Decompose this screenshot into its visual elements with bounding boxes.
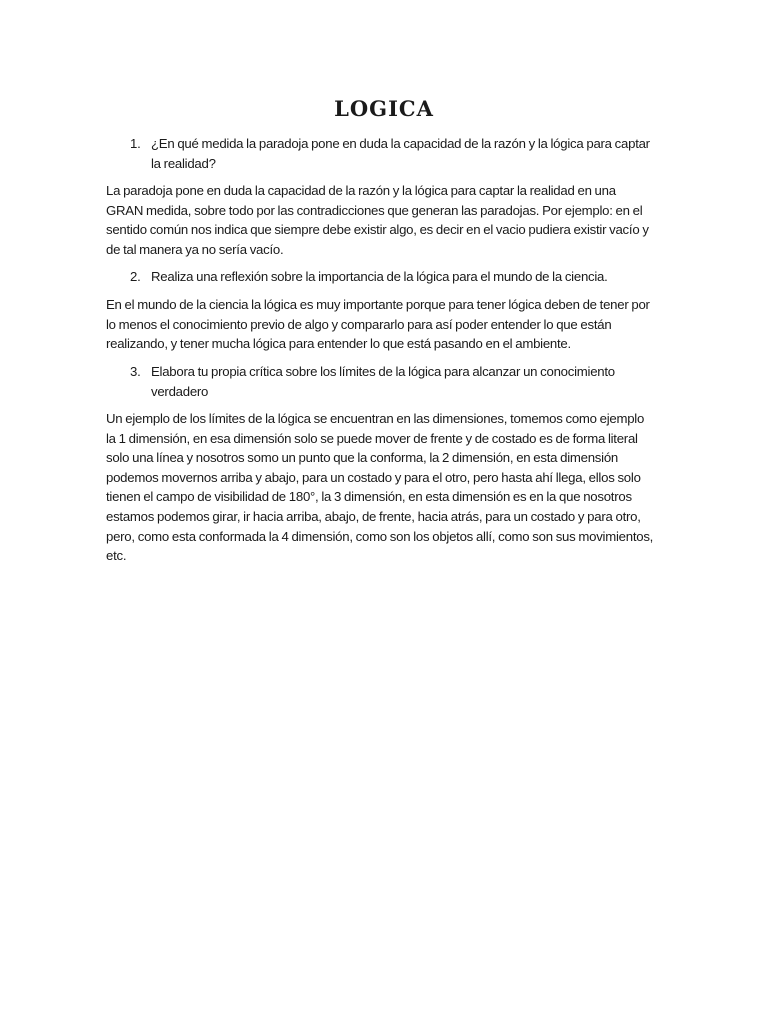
answer-1: La paradoja pone en duda la capacidad de la razón y la lógica para captar la realidad en una GRAN medida, sobre todo por las contradicciones que generan las paradojas. Por ejemplo: en el sentido común nos indica que siempre debe existir algo, es decir en el vacio pudiera existir vacío y de tal manera ya no sería vacío. bbox=[106, 183, 649, 257]
question-3 bbox=[130, 362, 660, 401]
question-text: Elabora tu propia crítica sobre los límites de la lógica para alcanzar un conocimiento verdadero bbox=[151, 364, 615, 399]
question-number: 2. bbox=[130, 269, 141, 284]
question-text: ¿En qué medida la paradoja pone en duda la capacidad de la razón y la lógica para captar la realidad? bbox=[151, 136, 650, 171]
question-2 bbox=[130, 267, 660, 287]
answer-2: En el mundo de la ciencia la lógica es muy importante porque para tener lógica deben de tener por lo menos el conocimiento previo de algo y compararlo para así poder entender lo que están realizando, y tener mucha lógica para entender lo que está pasando en el ambiente. bbox=[106, 297, 650, 352]
document-title: LOGICA bbox=[334, 96, 434, 121]
question-1 bbox=[130, 134, 660, 173]
question-number: 1. bbox=[130, 136, 141, 151]
answer-3: Un ejemplo de los límites de la lógica se encuentran en las dimensiones, tomemos como ejemplo la 1 dimensión, en esa dimensión solo se puede mover de frente y de costado es de forma literal solo una línea y nosotros somo un punto que la conforma, la 2 dimensión, en esta dimensión podemos movernos arriba y abajo, para un costado y para el otro, pero hasta ahí llega, ellos solo tienen el campo de visibilidad de 180°, la 3 dimensión, en esta dimensión es en la que nosotros estamos podemos girar, ir hacia arriba, abajo, de frente, hacia atrás, para un costado y para otro, pero, como esta conformada la 4 dimensión, como son los objetos allí, como son sus movimientos, etc. bbox=[106, 411, 654, 564]
question-number: 3. bbox=[130, 364, 141, 379]
question-text: Realiza una reflexión sobre la importancia de la lógica para el mundo de la ciencia. bbox=[151, 269, 608, 284]
